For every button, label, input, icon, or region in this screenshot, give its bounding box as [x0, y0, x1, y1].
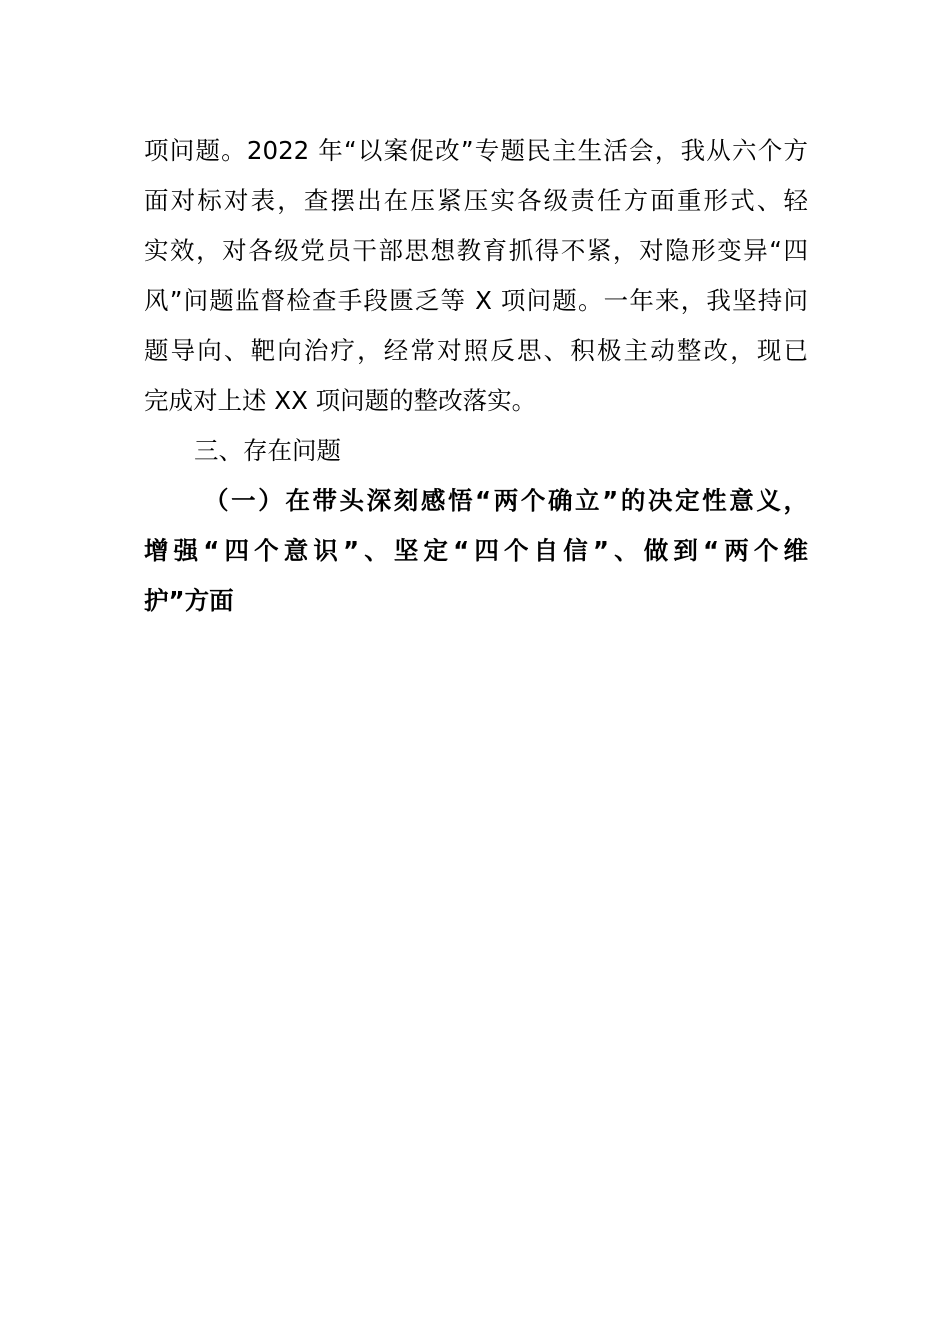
subsection-heading-line: 护”方面	[144, 586, 234, 615]
subsection-heading-line: （一）在带头深刻感悟“两个确立”的决定性意义，	[204, 486, 808, 515]
document-body	[144, 126, 808, 626]
paragraph-line: 完成对上述 XX 项问题的整改落实。	[144, 386, 537, 415]
paragraph-line: 项问题。2022 年“以案促改”专题民主生活会，我从六个方	[144, 136, 808, 165]
paragraph-line: 面对标对表，查摆出在压紧压实各级责任方面重形式、轻	[144, 186, 808, 215]
paragraph-line: 风”问题监督检查手段匮乏等 X 项问题。一年来，我坚持问	[144, 286, 808, 315]
subsection-heading-line: 增强“四个意识”、坚定“四个自信”、做到“两个维	[144, 536, 808, 565]
section-heading: 三、存在问题	[194, 436, 341, 465]
paragraph-line: 实效，对各级党员干部思想教育抓得不紧，对隐形变异“四	[144, 236, 808, 265]
paragraph-rectification	[144, 126, 808, 426]
subsection-heading	[144, 476, 808, 626]
paragraph-line: 题导向、靶向治疗，经常对照反思、积极主动整改，现已	[144, 336, 808, 365]
